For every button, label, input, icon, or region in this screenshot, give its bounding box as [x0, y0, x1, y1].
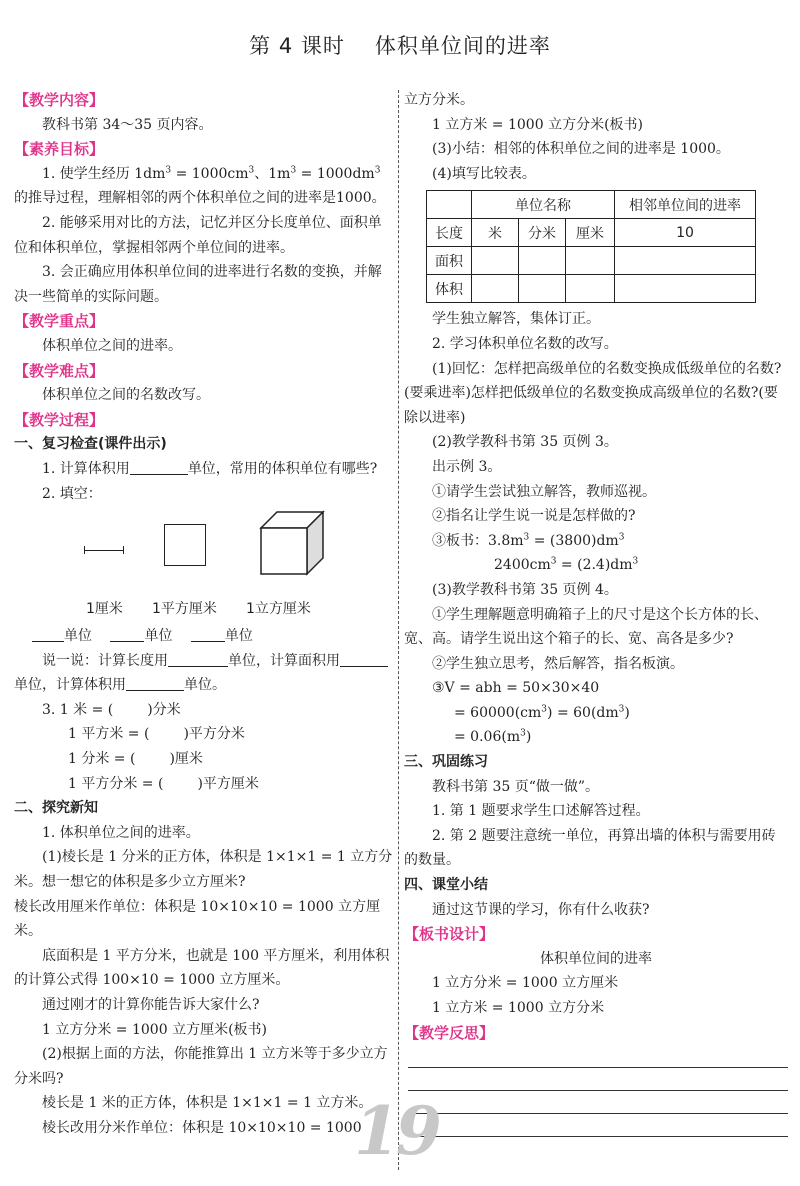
length-segment-icon [84, 546, 124, 554]
column-divider [398, 90, 399, 1170]
right-line-7: (2)教学教科书第 35 页例 3。 [432, 434, 618, 451]
q3-line-2: 1 平方米 = ( )平方分米 [68, 726, 245, 743]
right-line-1: 1 立方米 = 1000 立方分米(板书) [432, 116, 643, 133]
page-number: 19 [354, 1092, 438, 1170]
reflection-line [408, 1091, 788, 1114]
header-unit-name: 单位名称 [472, 191, 615, 219]
question-2: 2. 填空： [42, 485, 102, 502]
reflection-line [408, 1045, 788, 1068]
content-text: 教科书第 34～35 页内容。 [42, 116, 213, 133]
lesson-number: 第 4 课时 [249, 34, 345, 58]
new-5: 通过刚才的计算你能告诉大家什么? [42, 997, 260, 1013]
label-cm2: 1平方厘米 [152, 601, 217, 618]
right-line-18: = $0.06(m^3)$ [454, 728, 532, 746]
section-process-heading: 【教学过程】 [14, 410, 105, 429]
right-line-13: (3)教学教科书第 35 页例 4。 [432, 581, 618, 598]
table-row: 长度 米 分米 厘米 10 [427, 219, 756, 247]
question-1: 1. 计算体积用 单位，常用的体积单位有哪些? [42, 460, 378, 477]
right-line-17: = $60000(cm^3) = 60(dm^3)$ [454, 704, 630, 721]
board-title: 体积单位间的进率 [540, 950, 652, 967]
practice-3: 2. 第 2 题要注意统一单位，再算出墙的体积与需要用砖的数量。 [404, 827, 776, 869]
new-7: (2)根据上面的方法，你能推算出 1 立方米等于多少立方分米吗? [14, 1046, 388, 1087]
new-4: 底面积是 1 平方分米，也就是 100 平方厘米，利用体积的计算公式得 100×10 = 1000 立方厘米。 [14, 947, 390, 989]
part-1-heading: 一、复习检查(课件出示) [14, 436, 167, 453]
right-line-5: 2. 学习体积单位名数的改写。 [432, 335, 618, 352]
reflection-line [408, 1114, 788, 1137]
section-difficulty-heading: 【教学难点】 [14, 361, 105, 380]
right-line-3: (4)填写比较表。 [432, 165, 536, 182]
right-line-2: (3)小结：相邻的体积单位之间的进率是 1000。 [432, 141, 730, 158]
unit-shapes [14, 506, 394, 598]
right-line-10: ②指名让学生说一说是怎样做的? [432, 508, 636, 525]
right-line-8: 出示例 3。 [432, 458, 502, 475]
square-icon [164, 524, 206, 566]
left-column [14, 88, 394, 1141]
q3-line-4: 1 平方分米 = ( )平方厘米 [68, 775, 259, 792]
part-4-heading: 四、课堂小结 [404, 877, 488, 894]
section-goals-heading: 【素养目标】 [14, 140, 105, 159]
summary-text: 通过这节课的学习，你有什么收获? [432, 901, 650, 918]
table-row: 面积 [427, 247, 756, 275]
right-line-4: 学生独立解答，集体订正。 [432, 311, 600, 328]
section-key-heading: 【教学重点】 [14, 312, 105, 331]
label-cm3: 1立方厘米 [246, 601, 311, 618]
goal-1: 1. 使学生经历 $1dm^3 = 1000cm^3$、$1m^3 = 1000dm^3$的推导过程，理解相邻的两个体积单位之间的进率是1000。 [14, 165, 386, 207]
reflection-line [408, 1068, 788, 1091]
goal-3: 3. 会正确应用体积单位间的进率进行名数的变换，并解决一些简单的实际问题。 [14, 264, 382, 305]
right-line-16: ③V = abh = 50×30×40 [432, 680, 600, 697]
right-line-9: ①请学生尝试独立解答，教师巡视。 [432, 483, 656, 500]
goal-2: 2. 能够采用对比的方法，记忆并区分长度单位、面积单位和体积单位，掌握相邻两个单位间的进率。 [14, 214, 382, 256]
section-reflection-heading: 【教学反思】 [404, 1023, 495, 1042]
page-title [0, 30, 800, 60]
board-line-2: 1 立方米 = 1000 立方分米 [432, 1000, 605, 1016]
new-1: 1. 体积单位之间的进率。 [42, 824, 200, 841]
new-9: 棱长改用分米作单位：体积是 10×10×10 = 1000 [42, 1119, 362, 1136]
part-2-heading: 二、探究新知 [14, 800, 98, 817]
section-board-heading: 【板书设计】 [404, 925, 495, 944]
practice-1: 教科书第 35 页“做一做”。 [432, 778, 600, 795]
right-line-12: $2400cm^3 = (2.4)dm^3$ [494, 556, 639, 574]
comparison-table [426, 190, 756, 303]
right-line-0: 立方分米。 [404, 92, 474, 108]
say-question: 说一说：计算长度用 单位，计算面积用单位，计算体积用 单位。 [14, 649, 394, 698]
q3-line-1: 3. 1 米 = ( )分米 [42, 701, 181, 718]
q3-line-3: 1 分米 = ( )厘米 [68, 751, 203, 768]
header-rate: 相邻单位间的进率 [615, 191, 756, 219]
board-line-1: 1 立方分米 = 1000 立方厘米 [432, 975, 619, 992]
key-point: 体积单位之间的进率。 [42, 337, 182, 354]
table-row: 体积 [427, 275, 756, 303]
new-3: 棱长改用厘米作单位：体积是 10×10×10 = 1000 立方厘米。 [14, 898, 381, 940]
right-line-14: ①学生理解题意明确箱子上的尺寸是这个长方体的长、宽、高。请学生说出这个箱子的长、宽、高各是多少? [404, 606, 768, 648]
section-content-heading: 【教学内容】 [14, 91, 105, 109]
shape-labels [14, 598, 394, 624]
right-line-15: ②学生独立思考，然后解答，指名板演。 [432, 655, 684, 672]
right-column [404, 88, 788, 1137]
lesson-topic: 体积单位间的进率 [374, 34, 551, 58]
right-line-6: (1)回忆：怎样把高级单位的名数变换成低级单位的名数?(要乘进率)怎样把低级单位的名数变换成高级单位的名数?(要除以进率) [404, 360, 782, 426]
unit-blanks: 单位 单位 单位 [14, 624, 394, 649]
new-2: (1)棱长是 1 分米的正方体，体积是 1×1×1 = 1 立方分米。想一想它的体积是多少立方厘米? [14, 849, 393, 891]
right-line-11: ③板书：$3.8m^3 = (3800)dm^3$ [432, 532, 625, 549]
new-6: 1 立方分米 = 1000 立方厘米(板书) [42, 1021, 267, 1038]
label-cm: 1厘米 [86, 601, 123, 618]
new-8: 棱长是 1 米的正方体，体积是 1×1×1 = 1 立方米。 [42, 1095, 373, 1112]
table-header-row [427, 191, 756, 219]
difficulty-point: 体积单位之间的名数改写。 [42, 387, 210, 404]
cube-icon [259, 510, 325, 576]
part-3-heading: 三、巩固练习 [404, 754, 488, 771]
practice-2: 1. 第 1 题要求学生口述解答过程。 [432, 803, 650, 820]
